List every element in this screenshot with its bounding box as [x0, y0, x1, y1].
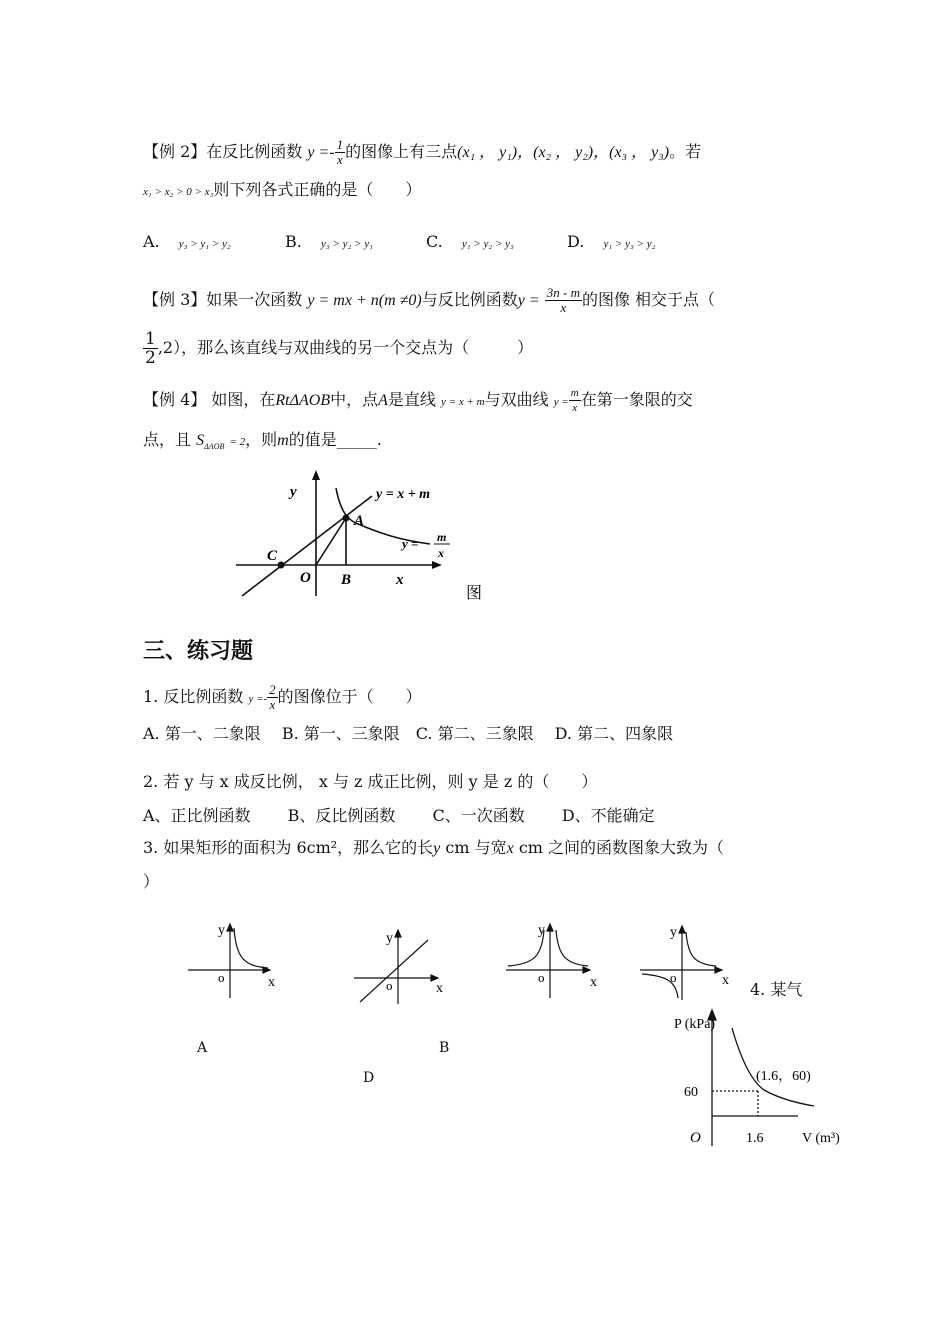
point-fraction: $\frac{1}{2}$: [145, 329, 156, 368]
point: A: [378, 392, 388, 409]
svg-text:y: y: [538, 923, 545, 938]
example-4-line-1: [143, 386, 693, 415]
fraction: $\frac{2}{x}$: [269, 682, 276, 712]
fraction: $\frac{m}{x}$: [570, 387, 579, 414]
question-4-intro: 4. 某气: [750, 980, 803, 999]
example-label: 【例 3】: [143, 290, 207, 309]
fig-hyp-label: y =: [402, 536, 419, 551]
fig-hyp-num: m: [437, 530, 447, 544]
option-graph-a: [180, 920, 290, 1000]
graph-label-b: B: [439, 1040, 450, 1056]
x-tick-1-6: 1.6: [746, 1131, 764, 1146]
option-a: A. y₃ > y₁ > y₂: [143, 232, 231, 251]
y-axis-arrow: [312, 470, 320, 480]
fig-label-a: A: [354, 513, 365, 529]
pressure-volume-graph: [672, 1004, 858, 1152]
text: cm 之间的函数图象大致为（: [518, 838, 725, 857]
svg-text:x: x: [268, 975, 275, 990]
question-3-stem: [143, 838, 724, 859]
area-subscript: ΔAOB: [204, 442, 225, 451]
area-symbol: S: [196, 432, 205, 449]
section-title: 三、练习题: [143, 639, 254, 664]
point-a: [343, 515, 350, 522]
variable: m: [277, 432, 289, 449]
example-4-figure: [230, 468, 500, 603]
question-2-options: A、正比例函数 B、反比例函数 C、一次函数 D、不能确定: [143, 806, 655, 825]
text: ，则: [245, 430, 278, 449]
text: 3. 如果矩形的面积为 6cm²，那么它的长: [143, 838, 434, 857]
equation: y =-: [307, 144, 335, 161]
text: 的图像上有三点: [345, 142, 458, 161]
svg-text:x: x: [590, 975, 597, 990]
svg-text:o: o: [538, 970, 545, 985]
fig-label-o: O: [300, 570, 311, 586]
fig-label-b: B: [341, 572, 352, 588]
svg-text:o: o: [386, 978, 393, 993]
example-2-line-2: [143, 180, 421, 202]
svg-text:y: y: [386, 931, 393, 946]
point-c: [278, 562, 285, 569]
question-1-stem: [143, 683, 422, 712]
text: 中，点: [330, 390, 379, 409]
fig-hyp-den: x: [438, 546, 444, 560]
y-tick-60: 60: [684, 1085, 698, 1100]
fig-y-label: y: [290, 484, 297, 500]
option-graph-c: [500, 920, 610, 1000]
question-1-options: A. 第一、二象限 B. 第一、三象限 C. 第二、三象限 D. 第二、四象限: [143, 724, 674, 743]
example-label: 【例 4】: [143, 390, 207, 409]
text: ,2: [157, 338, 174, 357]
points: (x₁ ， y₁)，(x₂ ， y₂)，(x₃ ， y₃): [457, 144, 670, 161]
equation: y =: [553, 396, 569, 408]
text: 的图像位于（ ）: [277, 687, 422, 706]
text: ），那么该直线与双曲线的另一个交点为（ ）: [173, 338, 534, 357]
svg-text:x: x: [722, 973, 729, 988]
example-label: 【例 2】: [143, 142, 207, 161]
option-d: D. y₁ > y₃ > y₂: [567, 232, 656, 251]
text: cm 与宽: [445, 838, 507, 857]
svg-text:o: o: [218, 970, 225, 985]
question-3-stem-end: ）: [143, 872, 160, 891]
example-3-line-2: [143, 330, 533, 367]
option-graph-d: [638, 922, 748, 1002]
text: 的图像 相交于点（: [581, 290, 716, 309]
text: 如果一次函数: [206, 290, 303, 309]
condition: x₁ > x₂ > 0 > x₃: [143, 186, 214, 198]
text: 在第一象限的交: [580, 390, 693, 409]
question-2-stem: 2. 若 y 与 x 成反比例， x 与 z 成正比例，则 y 是 z 的（ ）: [143, 772, 598, 791]
variable: y: [433, 840, 441, 857]
text: 。若: [669, 142, 702, 161]
text: 1. 反比例函数: [143, 687, 244, 706]
origin-label: O: [690, 1130, 701, 1146]
text: 是直线: [387, 390, 436, 409]
segment-oa: [316, 518, 346, 565]
area-value: = 2: [229, 436, 246, 448]
x-axis-arrow: [432, 561, 442, 569]
equation: y =-: [248, 693, 268, 705]
option-graph-b: [350, 926, 460, 1006]
example-3-line-1: [143, 286, 715, 315]
fig-label-c: C: [267, 548, 278, 564]
svg-text:y: y: [218, 923, 225, 938]
v-axis-label: V (m³): [802, 1131, 840, 1146]
svg-text:o: o: [670, 970, 677, 985]
fraction: $\frac{1}{x}$: [336, 137, 344, 167]
equation: y = mx + n(m ≠0): [307, 292, 422, 309]
text: 的值是_____.: [288, 430, 382, 449]
graph-label-a: A: [197, 1040, 208, 1056]
text: 与反比例函数: [421, 290, 518, 309]
p-axis-label: P (kPa): [674, 1017, 716, 1032]
text: 在反比例函数: [206, 142, 303, 161]
equation: y =: [517, 292, 540, 309]
fig-line-label: y = x + m: [376, 487, 431, 502]
fraction: $\frac{3n - m}{x}$: [546, 285, 580, 315]
equation: y = x + m: [441, 396, 485, 408]
svg-text:y: y: [670, 925, 677, 940]
point-label: (1.6，60): [756, 1069, 811, 1084]
svg-text:x: x: [436, 981, 443, 996]
text: 如图，在: [211, 390, 276, 409]
text: 与双曲线: [484, 390, 549, 409]
triangle: RtΔAOB: [275, 392, 331, 409]
text: 点，且: [143, 430, 192, 449]
option-b: B. y₃ > y₂ > y₁: [285, 232, 373, 251]
example-2-line-1: [143, 138, 701, 167]
option-c: C. y₁ > y₂ > y₃: [426, 232, 514, 251]
text: 则下列各式正确的是（ ）: [213, 180, 422, 199]
fig-label-x: x: [396, 572, 404, 588]
graph-label-d: D: [363, 1070, 375, 1086]
example-4-line-2: [143, 430, 382, 453]
fig-caption: 图: [466, 585, 483, 602]
variable: x: [506, 840, 514, 857]
